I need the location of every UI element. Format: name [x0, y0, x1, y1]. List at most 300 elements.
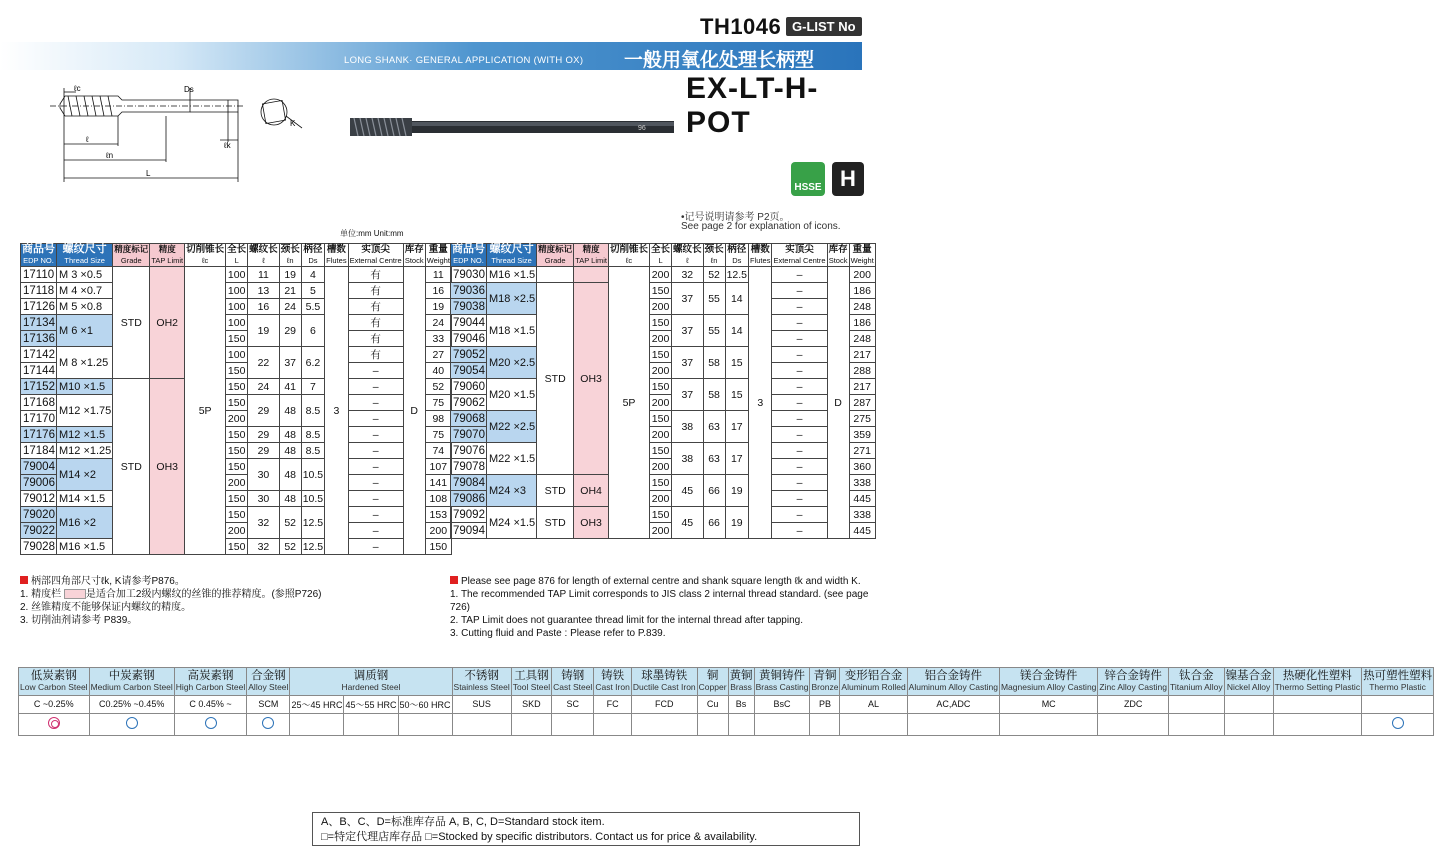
weight-cell: 445 — [849, 523, 875, 539]
ec-cell: – — [772, 379, 827, 395]
col-L: 全长 L — [227, 244, 247, 265]
ec-cell: – — [348, 507, 403, 523]
material-code: 45～55 HRC — [344, 695, 398, 713]
material-header: 镁合金铸件 Magnesium Alloy Casting — [999, 668, 1097, 696]
material-header: 调质钢 Hardened Steel — [290, 668, 452, 696]
tap-dimension-drawing — [20, 82, 330, 192]
suitability-cell — [594, 713, 632, 735]
weight-cell: 287 — [849, 395, 875, 411]
tap-mark: 96 — [638, 125, 646, 132]
col-ln: 颈长 ℓn — [704, 244, 724, 265]
material-header: 锌合金铸件 Zinc Alloy Casting — [1098, 668, 1169, 696]
material-code: BsC — [754, 695, 810, 713]
L-cell: 200 — [650, 331, 672, 347]
ln-cell: 48 — [279, 459, 301, 491]
edp-cell: 79084 — [451, 475, 487, 491]
l-cell: 24 — [248, 379, 280, 395]
suitability-cell — [999, 713, 1097, 735]
thread-cell: M20 ×2.5 — [487, 347, 537, 379]
L-cell: 150 — [650, 283, 672, 299]
edp-cell: 79044 — [451, 315, 487, 331]
ln-cell: 24 — [279, 299, 301, 315]
weight-cell: 200 — [849, 267, 875, 283]
footnote-en-shank: Please see page 876 for length of external centre and shank square length ℓk and width K. — [450, 575, 870, 588]
weight-cell: 33 — [425, 331, 451, 347]
l-cell: 29 — [248, 395, 280, 427]
icon-note-en: See page 2 for explanation of icons. — [681, 221, 841, 232]
ec-cell: – — [772, 315, 827, 331]
col-tap: 精度 TAP Limit — [575, 244, 608, 265]
thread-cell: M 3 ×0.5 — [57, 267, 113, 283]
L-cell: 200 — [226, 475, 248, 491]
ds-cell: 15 — [725, 379, 748, 411]
L-cell: 150 — [650, 475, 672, 491]
table-row — [451, 379, 876, 395]
weight-cell: 217 — [849, 379, 875, 395]
ec-cell: – — [772, 507, 827, 523]
lc-cell: 5P — [185, 267, 226, 555]
legend-line-2: □=特定代理店库存品 □=Stocked by specific distributors. Contact us for price & availability. — [321, 831, 758, 843]
ds-cell: 8.5 — [301, 443, 324, 459]
material-code: Cu — [697, 695, 728, 713]
suitability-cell — [247, 713, 290, 735]
table-row — [21, 315, 452, 331]
circle-icon — [205, 717, 217, 729]
ln-cell: 52 — [279, 539, 301, 555]
weight-cell: 16 — [425, 283, 451, 299]
thread-cell: M 4 ×0.7 — [57, 283, 113, 299]
L-cell: 200 — [650, 299, 672, 315]
ec-cell: – — [772, 523, 827, 539]
weight-cell: 11 — [425, 267, 451, 283]
material-table — [18, 667, 1434, 736]
thread-cell: M18 ×1.5 — [487, 315, 537, 347]
ds-cell: 12.5 — [301, 507, 324, 539]
L-cell: 150 — [226, 363, 248, 379]
tap-cell: OH3 — [574, 283, 609, 475]
table-row — [451, 267, 876, 283]
weight-cell: 108 — [425, 491, 451, 507]
thread-cell: M16 ×2 — [57, 507, 113, 539]
weight-cell: 27 — [425, 347, 451, 363]
col-thread: 螺纹尺寸 Thread Size — [487, 244, 537, 267]
thread-cell: M14 ×1.5 — [57, 491, 113, 507]
material-code: 25～45 HRC — [290, 695, 344, 713]
ds-cell: 6.2 — [301, 347, 324, 379]
ec-cell: – — [772, 267, 827, 283]
material-header-row — [19, 668, 1434, 696]
weight-cell: 200 — [425, 523, 451, 539]
ds-cell: 6 — [301, 315, 324, 347]
ec-cell: – — [348, 539, 403, 555]
flutes-cell: 3 — [749, 267, 772, 539]
table-row — [451, 475, 876, 491]
edp-cell: 79060 — [451, 379, 487, 395]
ec-cell: – — [772, 459, 827, 475]
ln-cell: 63 — [703, 411, 725, 443]
material-header: 钛合金 Titanium Alloy — [1168, 668, 1224, 696]
thread-cell: M 8 ×1.25 — [57, 347, 113, 379]
table-header-row — [451, 244, 876, 267]
L-cell: 100 — [226, 347, 248, 363]
spec-table-right — [450, 243, 876, 539]
label-lk: ℓk — [224, 141, 231, 150]
edp-cell: 79038 — [451, 299, 487, 315]
footnote-en-1: 1. The recommended TAP Limit corresponds to JIS class 2 internal thread standard. (see page 726) — [450, 589, 869, 613]
ln-cell: 52 — [703, 267, 725, 283]
col-lc: 切削锥长 ℓc — [186, 244, 225, 265]
material-code: FC — [594, 695, 632, 713]
ec-cell: – — [772, 443, 827, 459]
weight-cell: 338 — [849, 475, 875, 491]
material-code: SCM — [247, 695, 290, 713]
l-cell: 45 — [672, 507, 704, 539]
L-cell: 150 — [650, 315, 672, 331]
L-cell: 150 — [226, 539, 248, 555]
L-cell: 150 — [226, 427, 248, 443]
table-row — [451, 411, 876, 427]
weight-cell: 141 — [425, 475, 451, 491]
circle-icon — [262, 717, 274, 729]
ds-cell: 4 — [301, 267, 324, 283]
ln-cell: 55 — [703, 283, 725, 315]
material-code: MC — [999, 695, 1097, 713]
ln-cell: 48 — [279, 395, 301, 427]
ec-cell: – — [348, 523, 403, 539]
L-cell: 150 — [226, 443, 248, 459]
ln-cell: 66 — [703, 475, 725, 507]
subtitle-en: LONG SHANK· GENERAL APPLICATION (WITH OX) — [344, 55, 584, 66]
weight-cell: 275 — [849, 411, 875, 427]
edp-cell: 17176 — [21, 427, 57, 443]
edp-cell: 17152 — [21, 379, 57, 395]
table-row — [21, 267, 452, 283]
table-row — [21, 459, 452, 475]
l-cell: 45 — [672, 475, 704, 507]
material-code: SUS — [452, 695, 511, 713]
weight-cell: 107 — [425, 459, 451, 475]
footnote-en-3: 3. Cutting fluid and Paste : Please refer to P.839. — [450, 628, 666, 639]
thread-cell: M16 ×1.5 — [487, 267, 537, 283]
ln-cell: 58 — [703, 347, 725, 379]
l-cell: 16 — [248, 299, 280, 315]
col-edp: 商品号 EDP NO. — [22, 243, 55, 265]
col-grade: 精度标记 Grade — [114, 244, 149, 265]
suitability-cell — [1362, 713, 1434, 735]
table-header-row — [21, 244, 452, 267]
footnote-en-2: 2. TAP Limit does not guarantee thread limit for the internal thread after tapping. — [450, 615, 803, 626]
edp-cell: 79052 — [451, 347, 487, 363]
ec-cell: – — [772, 363, 827, 379]
thread-cell: M20 ×1.5 — [487, 379, 537, 411]
suitability-cell — [174, 713, 246, 735]
ds-cell: 10.5 — [301, 459, 324, 491]
material-header: 不锈钢 Stainless Steel — [452, 668, 511, 696]
thread-cell: M22 ×1.5 — [487, 443, 537, 475]
flutes-cell: 3 — [325, 267, 348, 555]
ln-cell: 41 — [279, 379, 301, 395]
col-l: 螺纹长 ℓ — [249, 244, 278, 265]
weight-cell: 52 — [425, 379, 451, 395]
l-cell: 13 — [248, 283, 280, 299]
suitability-cell — [344, 713, 398, 735]
red-square-icon — [20, 576, 28, 584]
ec-cell: – — [348, 411, 403, 427]
L-cell: 150 — [650, 411, 672, 427]
L-cell: 150 — [650, 507, 672, 523]
stock-cell: D — [827, 267, 849, 539]
col-ln: 颈长 ℓn — [280, 244, 300, 265]
ds-cell: 14 — [725, 315, 748, 347]
material-code: PB — [810, 695, 840, 713]
circle-icon — [1392, 717, 1404, 729]
table-row — [451, 507, 876, 523]
ln-cell: 48 — [279, 491, 301, 507]
weight-cell: 150 — [425, 539, 451, 555]
thread-cell: M18 ×2.5 — [487, 283, 537, 315]
table-row — [451, 347, 876, 363]
l-cell: 29 — [248, 443, 280, 459]
material-header: 黄铜 Brass — [728, 668, 754, 696]
L-cell: 200 — [226, 411, 248, 427]
edp-cell: 79086 — [451, 491, 487, 507]
ec-cell: – — [772, 347, 827, 363]
L-cell: 150 — [226, 379, 248, 395]
edp-cell: 79030 — [451, 267, 487, 283]
material-suit-row — [19, 713, 1434, 735]
col-fl: 槽数 Flutes — [326, 244, 347, 265]
weight-cell: 359 — [849, 427, 875, 443]
weight-cell: 153 — [425, 507, 451, 523]
ln-cell: 66 — [703, 507, 725, 539]
l-cell: 32 — [248, 539, 280, 555]
ds-cell: 19 — [725, 475, 748, 507]
ec-cell: – — [772, 427, 827, 443]
ec-cell: – — [348, 427, 403, 443]
l-cell: 32 — [672, 267, 704, 283]
L-cell: 200 — [650, 427, 672, 443]
footnotes-en — [450, 575, 870, 640]
L-cell: 100 — [226, 267, 248, 283]
model-name: EX-LT-H-POT — [686, 72, 819, 139]
edp-cell: 79046 — [451, 331, 487, 347]
L-cell: 200 — [650, 267, 672, 283]
grade-cell: STD — [537, 507, 574, 539]
tap-cell: OH4 — [574, 475, 609, 507]
col-l: 螺纹长 ℓ — [673, 244, 702, 265]
weight-cell: 186 — [849, 283, 875, 299]
suitability-cell — [631, 713, 697, 735]
material-code: 50～60 HRC — [398, 695, 452, 713]
weight-cell: 24 — [425, 315, 451, 331]
material-code: C0.25% ~0.45% — [89, 695, 174, 713]
suitability-cell — [697, 713, 728, 735]
ln-cell: 55 — [703, 315, 725, 347]
suitability-cell — [1224, 713, 1273, 735]
col-st: 库存 Stock — [404, 244, 424, 265]
ec-cell: – — [348, 443, 403, 459]
ec-cell: 有 — [348, 283, 403, 299]
ec-cell: – — [348, 379, 403, 395]
ds-cell: 8.5 — [301, 427, 324, 443]
red-square-icon — [450, 576, 458, 584]
material-code: Bs — [728, 695, 754, 713]
thread-cell: M14 ×2 — [57, 459, 113, 491]
l-cell: 19 — [248, 315, 280, 347]
ec-cell: – — [772, 411, 827, 427]
icon-note-cn: •记号说明请参考 P2页。 — [681, 212, 790, 223]
l-cell: 30 — [248, 459, 280, 491]
label-K: K — [290, 119, 296, 128]
ln-cell: 48 — [279, 427, 301, 443]
material-header: 铸铁 Cast Iron — [594, 668, 632, 696]
suitability-cell — [19, 713, 90, 735]
material-code: FCD — [631, 695, 697, 713]
edp-cell: 17168 — [21, 395, 57, 411]
ec-cell: 有 — [348, 299, 403, 315]
table-row — [21, 539, 452, 555]
col-fl: 槽数 Flutes — [750, 244, 771, 265]
l-cell: 30 — [248, 491, 280, 507]
material-header: 青铜 Bronze — [810, 668, 840, 696]
material-header: 中炭素钢 Medium Carbon Steel — [89, 668, 174, 696]
material-code — [1224, 695, 1273, 713]
material-header: 热可塑性塑料 Thermo Plastic — [1362, 668, 1434, 696]
ds-cell: 15 — [725, 347, 748, 379]
edp-cell: 79062 — [451, 395, 487, 411]
l-cell: 37 — [672, 315, 704, 347]
ds-cell: 8.5 — [301, 395, 324, 427]
edp-cell: 79076 — [451, 443, 487, 459]
weight-cell: 248 — [849, 331, 875, 347]
edp-cell: 17184 — [21, 443, 57, 459]
thread-cell: M12 ×1.75 — [57, 395, 113, 427]
col-ec: 实顶尖 External Centre — [349, 244, 402, 265]
thread-cell: M22 ×2.5 — [487, 411, 537, 443]
l-cell: 29 — [248, 427, 280, 443]
thread-cell: M12 ×1.25 — [57, 443, 113, 459]
ec-cell: – — [772, 283, 827, 299]
table-row — [21, 379, 452, 395]
material-code: C 0.45% ~ — [174, 695, 246, 713]
table-row — [21, 283, 452, 299]
grade-cell: STD — [537, 283, 574, 475]
weight-cell: 271 — [849, 443, 875, 459]
material-code — [1273, 695, 1362, 713]
L-cell: 200 — [650, 491, 672, 507]
col-grade: 精度标记 Grade — [538, 244, 573, 265]
l-cell: 32 — [248, 507, 280, 539]
grade-cell: STD — [113, 379, 150, 555]
L-cell: 150 — [226, 395, 248, 411]
L-cell: 150 — [650, 347, 672, 363]
material-code: C ~0.25% — [19, 695, 90, 713]
edp-cell: 79068 — [451, 411, 487, 427]
edp-cell: 17126 — [21, 299, 57, 315]
ln-cell: 52 — [279, 507, 301, 539]
material-code — [1362, 695, 1434, 713]
ec-cell: – — [348, 459, 403, 475]
suitability-cell — [1168, 713, 1224, 735]
L-cell: 200 — [650, 523, 672, 539]
material-code — [1168, 695, 1224, 713]
col-ds: 柄径 Ds — [301, 244, 324, 267]
material-header: 热硬化性塑料 Thermo Setting Plastic — [1273, 668, 1362, 696]
col-edp: 商品号 EDP NO. — [452, 243, 485, 265]
double-circle-icon — [48, 717, 60, 729]
material-code: AC,ADC — [907, 695, 999, 713]
thread-cell: M12 ×1.5 — [57, 427, 113, 443]
thread-cell: M 6 ×1 — [57, 315, 113, 347]
suitability-cell — [728, 713, 754, 735]
ec-cell: 有 — [348, 347, 403, 363]
table-row — [21, 427, 452, 443]
weight-cell: 40 — [425, 363, 451, 379]
thread-cell: M24 ×1.5 — [487, 507, 537, 539]
col-st: 库存 Stock — [828, 244, 848, 265]
ln-cell: 48 — [279, 443, 301, 459]
label-L: L — [146, 169, 151, 178]
table-row — [21, 507, 452, 523]
L-cell: 200 — [650, 363, 672, 379]
material-header: 铝合金铸件 Aluminum Alloy Casting — [907, 668, 999, 696]
ln-cell: 29 — [279, 315, 301, 347]
legend-line-1: A、B、C、D=标准库存品 A, B, C, D=Standard stock item. — [321, 816, 605, 828]
suitability-cell — [89, 713, 174, 735]
suitability-cell — [452, 713, 511, 735]
ds-cell: 14 — [725, 283, 748, 315]
edp-cell: 17170 — [21, 411, 57, 427]
label-ds: Ds — [184, 85, 194, 94]
ds-cell: 7 — [301, 379, 324, 395]
footnote-cn-shank: 柄部四角部尺寸ℓk, K请参考P876。 — [20, 575, 440, 588]
material-header: 镍基合金 Nickel Alloy — [1224, 668, 1273, 696]
material-code: SC — [552, 695, 594, 713]
edp-cell: 17118 — [21, 283, 57, 299]
edp-cell: 17136 — [21, 331, 57, 347]
ln-cell: 63 — [703, 443, 725, 475]
col-w: 重量 Weight — [850, 244, 874, 265]
grade-cell — [537, 267, 574, 283]
edp-cell: 79006 — [21, 475, 57, 491]
ds-cell: 10.5 — [302, 492, 324, 505]
edp-cell: 79092 — [451, 507, 487, 523]
weight-cell: 19 — [425, 299, 451, 315]
thread-cell: M 5 ×0.8 — [57, 299, 113, 315]
suitability-cell — [1273, 713, 1362, 735]
ln-cell: 19 — [279, 267, 301, 283]
grade-cell: STD — [113, 267, 150, 379]
ds-cell: 12.5 — [726, 268, 748, 281]
weight-cell: 74 — [425, 443, 451, 459]
suitability-cell — [1098, 713, 1169, 735]
hsse-icon: HSSE — [791, 162, 825, 196]
series-title: TH1046 — [700, 14, 782, 39]
ec-cell: – — [772, 475, 827, 491]
table-row — [451, 443, 876, 459]
suitability-cell — [552, 713, 594, 735]
weight-cell: 248 — [849, 299, 875, 315]
edp-cell: 17134 — [21, 315, 57, 331]
edp-cell: 79022 — [21, 523, 57, 539]
edp-cell: 79020 — [21, 507, 57, 523]
suitability-cell — [810, 713, 840, 735]
ds-cell: 17 — [725, 411, 748, 443]
subtitle-cn: 一般用氧化处理长柄型 — [624, 50, 815, 71]
suitability-cell — [511, 713, 551, 735]
ec-cell: – — [348, 395, 403, 411]
suitability-cell — [398, 713, 452, 735]
